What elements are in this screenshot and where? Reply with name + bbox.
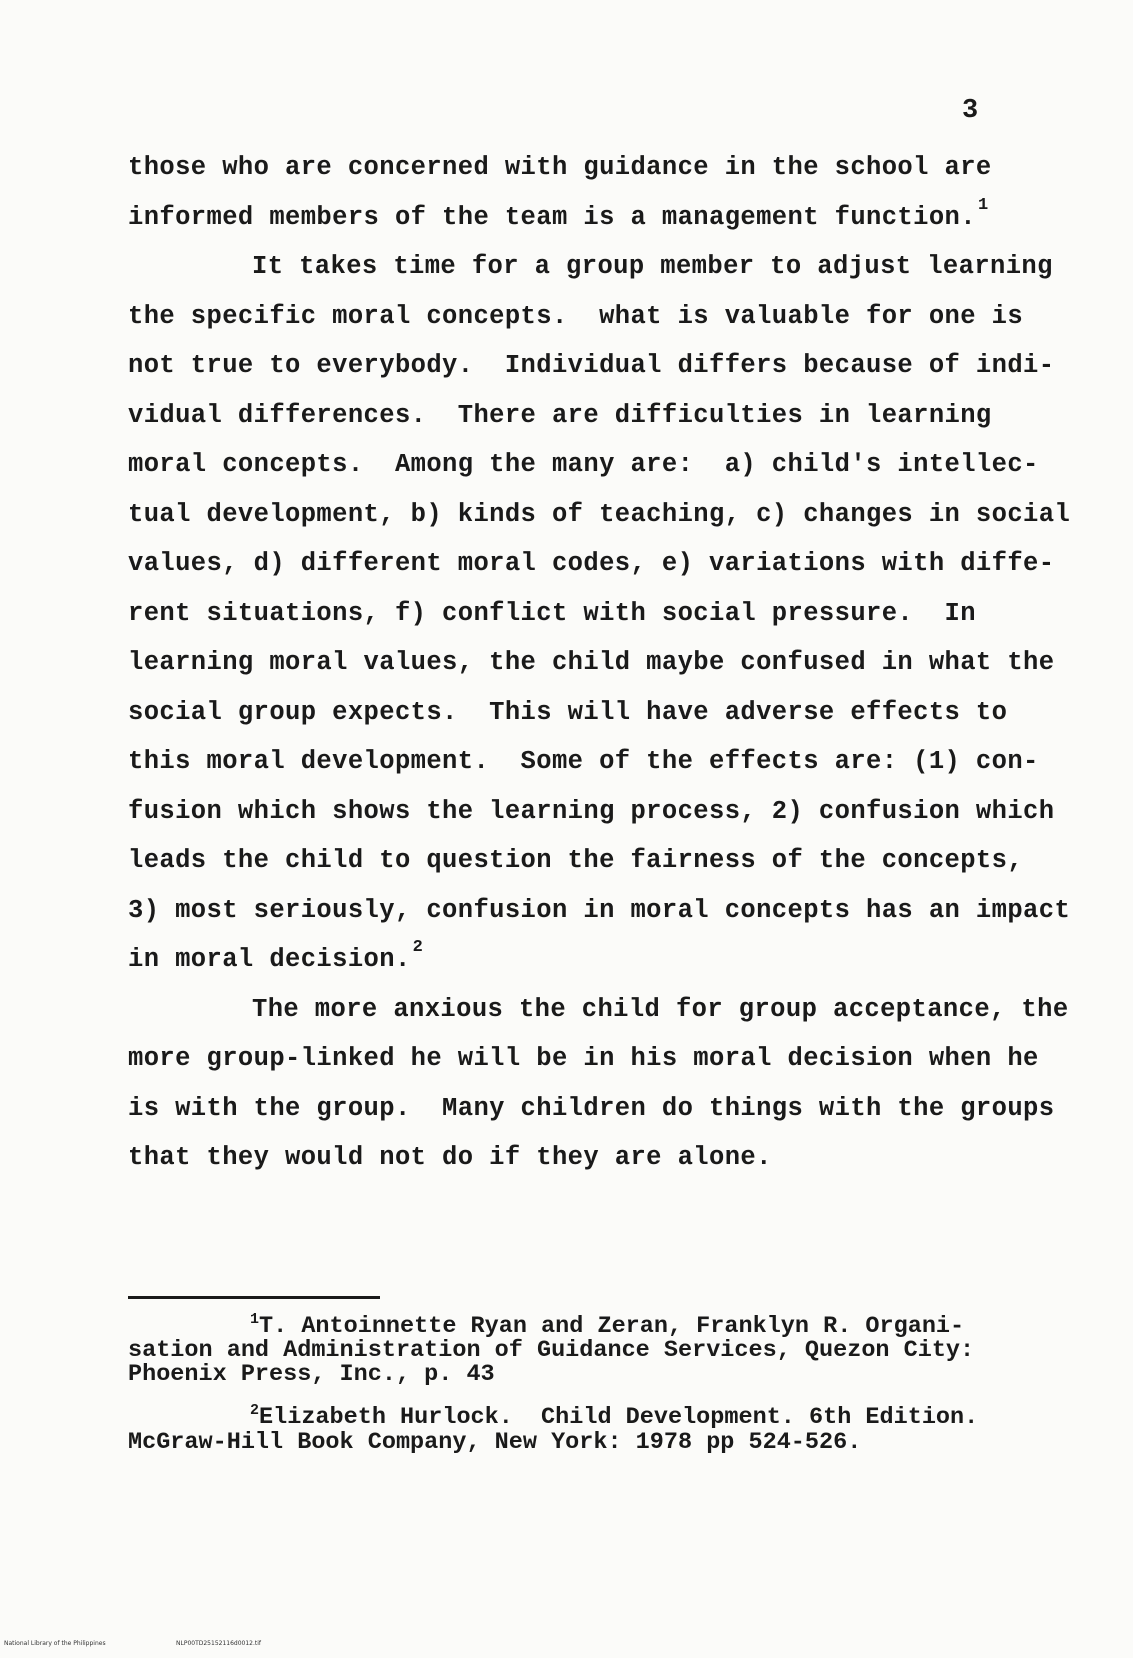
body-line	[128, 1093, 1068, 1125]
body-line	[252, 994, 1133, 1026]
body-line	[128, 1043, 1068, 1075]
body-line	[128, 449, 1068, 481]
footnote-separator	[128, 1296, 380, 1299]
body-line-text: this moral development. Some of the effects are: (1) con-	[128, 747, 1039, 776]
body-line	[128, 301, 1068, 333]
footnote-marker: 1	[250, 1311, 260, 1328]
body-line	[128, 796, 1068, 828]
body-line	[128, 195, 1068, 234]
body-line-text: values, d) different moral codes, e) variations with diffe-	[128, 549, 1055, 578]
body-line	[128, 350, 1068, 382]
body-line	[128, 895, 1071, 927]
footnote-text: Phoenix Press, Inc., p. 43	[128, 1361, 495, 1388]
body-line-text: leads the child to question the fairness of the concepts,	[128, 846, 1024, 875]
body-line-text: that they would not do if they are alone.	[128, 1143, 772, 1172]
footer-library: National Library of the Philippines	[4, 1640, 106, 1647]
footnote-marker: 2	[250, 1402, 260, 1419]
body-line-text: informed members of the team is a management function.	[128, 202, 976, 232]
footnote-line	[128, 1362, 1088, 1388]
body-line	[128, 697, 1068, 729]
body-line	[128, 400, 1068, 432]
body-line-text: the specific moral concepts. what is valuable for one is	[128, 301, 1024, 331]
footnote-reference: 1	[977, 195, 989, 215]
footnote-reference: 2	[412, 938, 424, 957]
body-line-text: It takes time for a group member to adjust learning	[252, 252, 1053, 281]
body-line	[128, 746, 1068, 778]
body-line-text: learning moral values, the child maybe confused in what the	[128, 648, 1055, 677]
body-line	[128, 845, 1068, 877]
body-line	[128, 152, 1068, 184]
body-line	[128, 938, 1068, 976]
footnote-text: sation and Administration of Guidance Services, Quezon City:	[128, 1337, 975, 1364]
body-line-text: those who are concerned with guidance in the school are	[128, 153, 992, 182]
body-line	[128, 499, 1071, 531]
body-line-text: not true to everybody. Individual differs because of indi-	[128, 351, 1055, 380]
body-line	[252, 251, 1133, 283]
body-line	[128, 647, 1068, 679]
footnote-text: Elizabeth Hurlock. Child Development. 6th Edition.	[259, 1404, 979, 1431]
footer-file-id: NLP00TD25152116d0012.tif	[176, 1640, 262, 1647]
footnote-line	[128, 1430, 1088, 1456]
footnote-text: T. Antoinnette Ryan and Zeran, Franklyn R. Organi-	[259, 1313, 965, 1340]
body-line-text: moral concepts. Among the many are: a) child's intellec-	[128, 450, 1039, 479]
body-line	[128, 598, 1068, 630]
footnote-line	[128, 1402, 1088, 1431]
body-line-text: social group expects. This will have adverse effects to	[128, 697, 1008, 727]
body-line-text: more group-linked he will be in his moral decision when he	[128, 1044, 1039, 1073]
footnote-text: McGraw-Hill Book Company, New York: 1978 pp 524-526.	[128, 1429, 862, 1456]
body-line-text: tual development, b) kinds of teaching, c) changes in social	[128, 499, 1071, 529]
body-line	[128, 1142, 1068, 1174]
body-line-text: vidual differences. There are difficulties in learning	[128, 400, 992, 430]
body-line-text: rent situations, f) conflict with social pressure. In	[128, 598, 976, 628]
body-line-text: fusion which shows the learning process, 2) confusion which	[128, 796, 1055, 826]
body-line-text: The more anxious the child for group acceptance, the	[252, 994, 1069, 1024]
body-line-text: is with the group. Many children do things with the groups	[128, 1093, 1055, 1123]
body-line-text: in moral decision.	[128, 945, 411, 974]
page-number: 3	[962, 96, 979, 126]
body-line	[128, 548, 1068, 580]
body-line-text: 3) most seriously, confusion in moral concepts has an impact	[128, 895, 1071, 925]
